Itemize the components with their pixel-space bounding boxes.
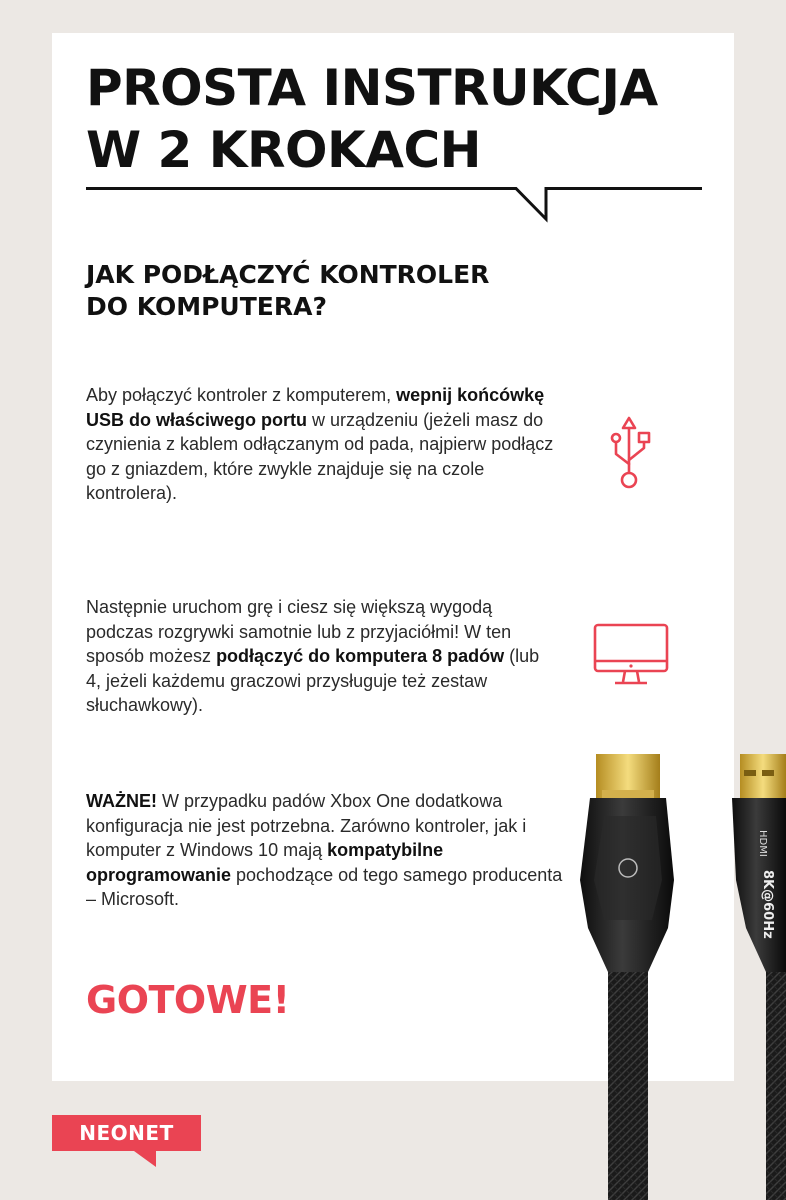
subtitle-line-2: DO KOMPUTERA? [86,292,327,321]
subtitle-line-1: JAK PODŁĄCZYĆ KONTROLER [86,260,490,289]
hdmi-cables-image [570,750,786,1200]
step-1-text-b: w urządzeniu (jeżeli masz do czynienia z kablem odłączanym od pada, najpierw podłącz go z gniazdem, które zwykle znajduje się na czole kontrolera). [86,409,554,503]
cable-label: HDMI [757,830,768,857]
title-line-1: PROSTA INSTRUKCJA [86,59,658,117]
usb-icon [608,416,658,492]
note-text-a: W przypadku padów Xbox One dodatkowa konfiguracja nie jest potrzebna. Zarówno kontroler, jak i komputer z Windows 10 mają [86,791,527,860]
step-1-text [86,383,556,506]
done-heading: GOTOWE! [86,978,290,1022]
important-note [86,789,576,912]
step-2-text [86,595,556,718]
speech-bubble-divider [86,185,702,225]
title-line-2: W 2 KROKACH [86,121,481,179]
step-2-text-a: Następnie uruchom grę i ciesz się większą wygodą podczas rozgrywki samotnie lub z przyjaciółmi! W ten sposób możesz [86,597,512,666]
step-1-emphasis: wepnij końcówkę USB do właściwego portu [86,385,545,430]
logo-text: NEONET [79,1121,174,1145]
page-title [86,57,658,181]
step-2-emphasis: podłączyć do komputera 8 padów [216,646,505,666]
monitor-icon [593,622,669,688]
note-text-b: pochodzące od tego samego producenta – Microsoft. [86,864,563,909]
note-label: WAŻNE! [86,791,157,811]
section-heading [86,259,489,323]
note-emphasis: kompatybilne oprogramowanie [86,840,444,885]
step-2-text-b: (lub 4, jeżeli każdemu graczowi przysługuje też zestaw słuchawkowy). [86,646,540,715]
step-1-text-a: Aby połączyć kontroler z komputerem, [86,385,397,405]
cable-spec: 8K@60Hz [760,870,775,939]
